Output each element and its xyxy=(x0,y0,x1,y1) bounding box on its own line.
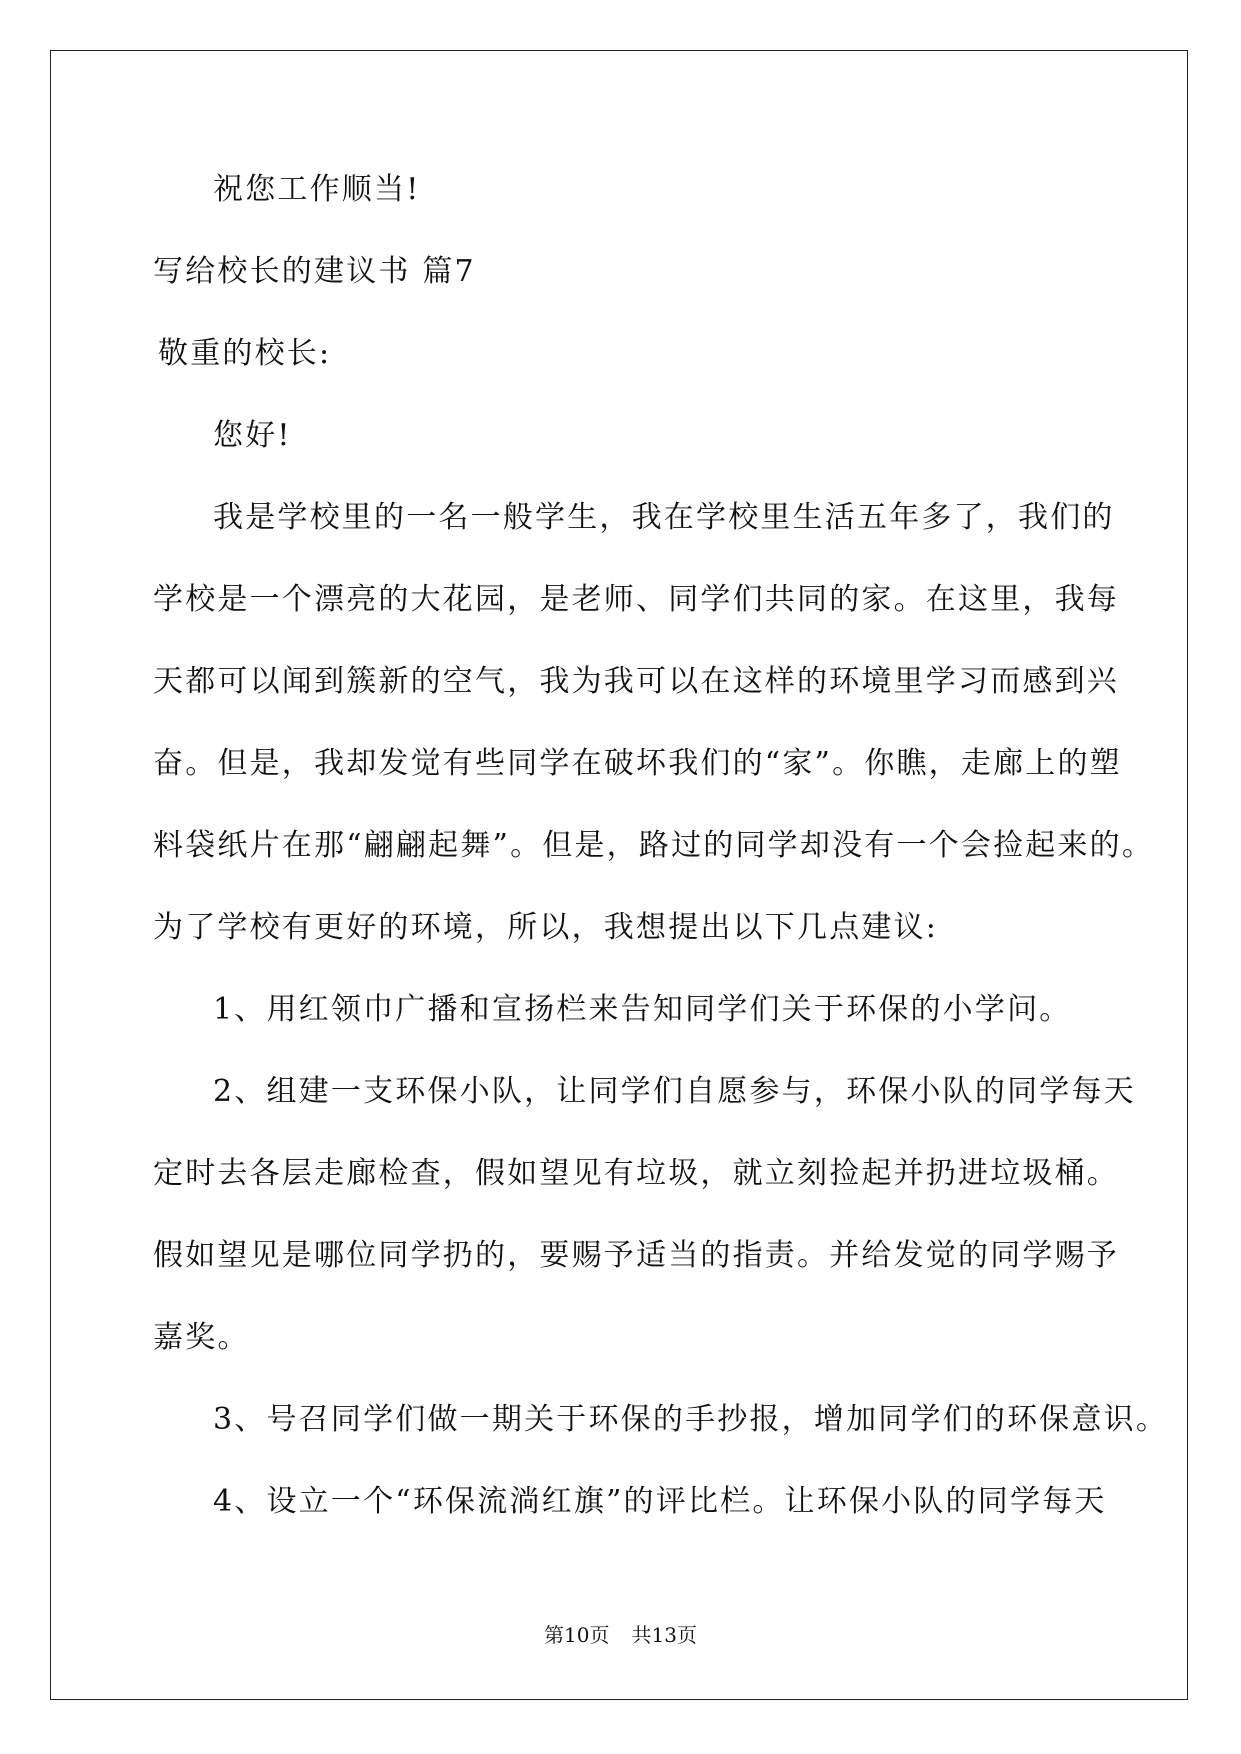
paragraph-line: 学校是一个漂亮的大花园，是老师、同学们共同的家。在这里，我每 xyxy=(153,582,1119,617)
page-number: 第10页 xyxy=(544,1623,610,1647)
page-total: 共13页 xyxy=(631,1623,697,1647)
closing-wish: 祝您工作顺当! xyxy=(213,172,421,207)
suggestion-4: 4、设立一个“环保流淌红旗”的评比栏。让环保小队的同学每天 xyxy=(213,1484,1107,1519)
suggestion-2: 2、组建一支环保小队，让同学们自愿参与，环保小队的同学每天 xyxy=(213,1074,1136,1109)
salutation: 敬重的校长: xyxy=(158,336,332,371)
suggestion-2-line: 嘉奖。 xyxy=(153,1320,250,1355)
page-frame xyxy=(50,50,1188,1700)
page-footer xyxy=(0,1622,1241,1648)
suggestion-3: 3、号召同学们做一期关于环保的手抄报，增加同学们的环保意识。 xyxy=(213,1402,1169,1437)
paragraph-line: 天都可以闻到簇新的空气，我为我可以在这样的环境里学习而感到兴 xyxy=(153,664,1119,699)
suggestion-2-line: 假如望见是哪位同学扔的，要赐予适当的指责。并给发觉的同学赐予 xyxy=(153,1238,1119,1273)
greeting: 您好! xyxy=(213,418,292,453)
paragraph-line: 我是学校里的一名一般学生，我在学校里生活五年多了，我们的 xyxy=(213,500,1115,535)
paragraph-line: 为了学校有更好的环境，所以，我想提出以下几点建议: xyxy=(153,910,939,945)
section-heading: 写给校长的建议书 篇7 xyxy=(153,254,476,289)
paragraph-line: 料袋纸片在那“翩翩起舞”。但是，路过的同学却没有一个会捡起来的。 xyxy=(153,828,1155,863)
paragraph-line: 奋。但是，我却发觉有些同学在破坏我们的“家”。你瞧，走廊上的塑 xyxy=(153,746,1122,781)
suggestion-2-line: 定时去各层走廊检查，假如望见有垃圾，就立刻捡起并扔进垃圾桶。 xyxy=(153,1156,1119,1191)
suggestion-1: 1、用红领巾广播和宣扬栏来告知同学们关于环保的小学问。 xyxy=(213,992,1072,1027)
